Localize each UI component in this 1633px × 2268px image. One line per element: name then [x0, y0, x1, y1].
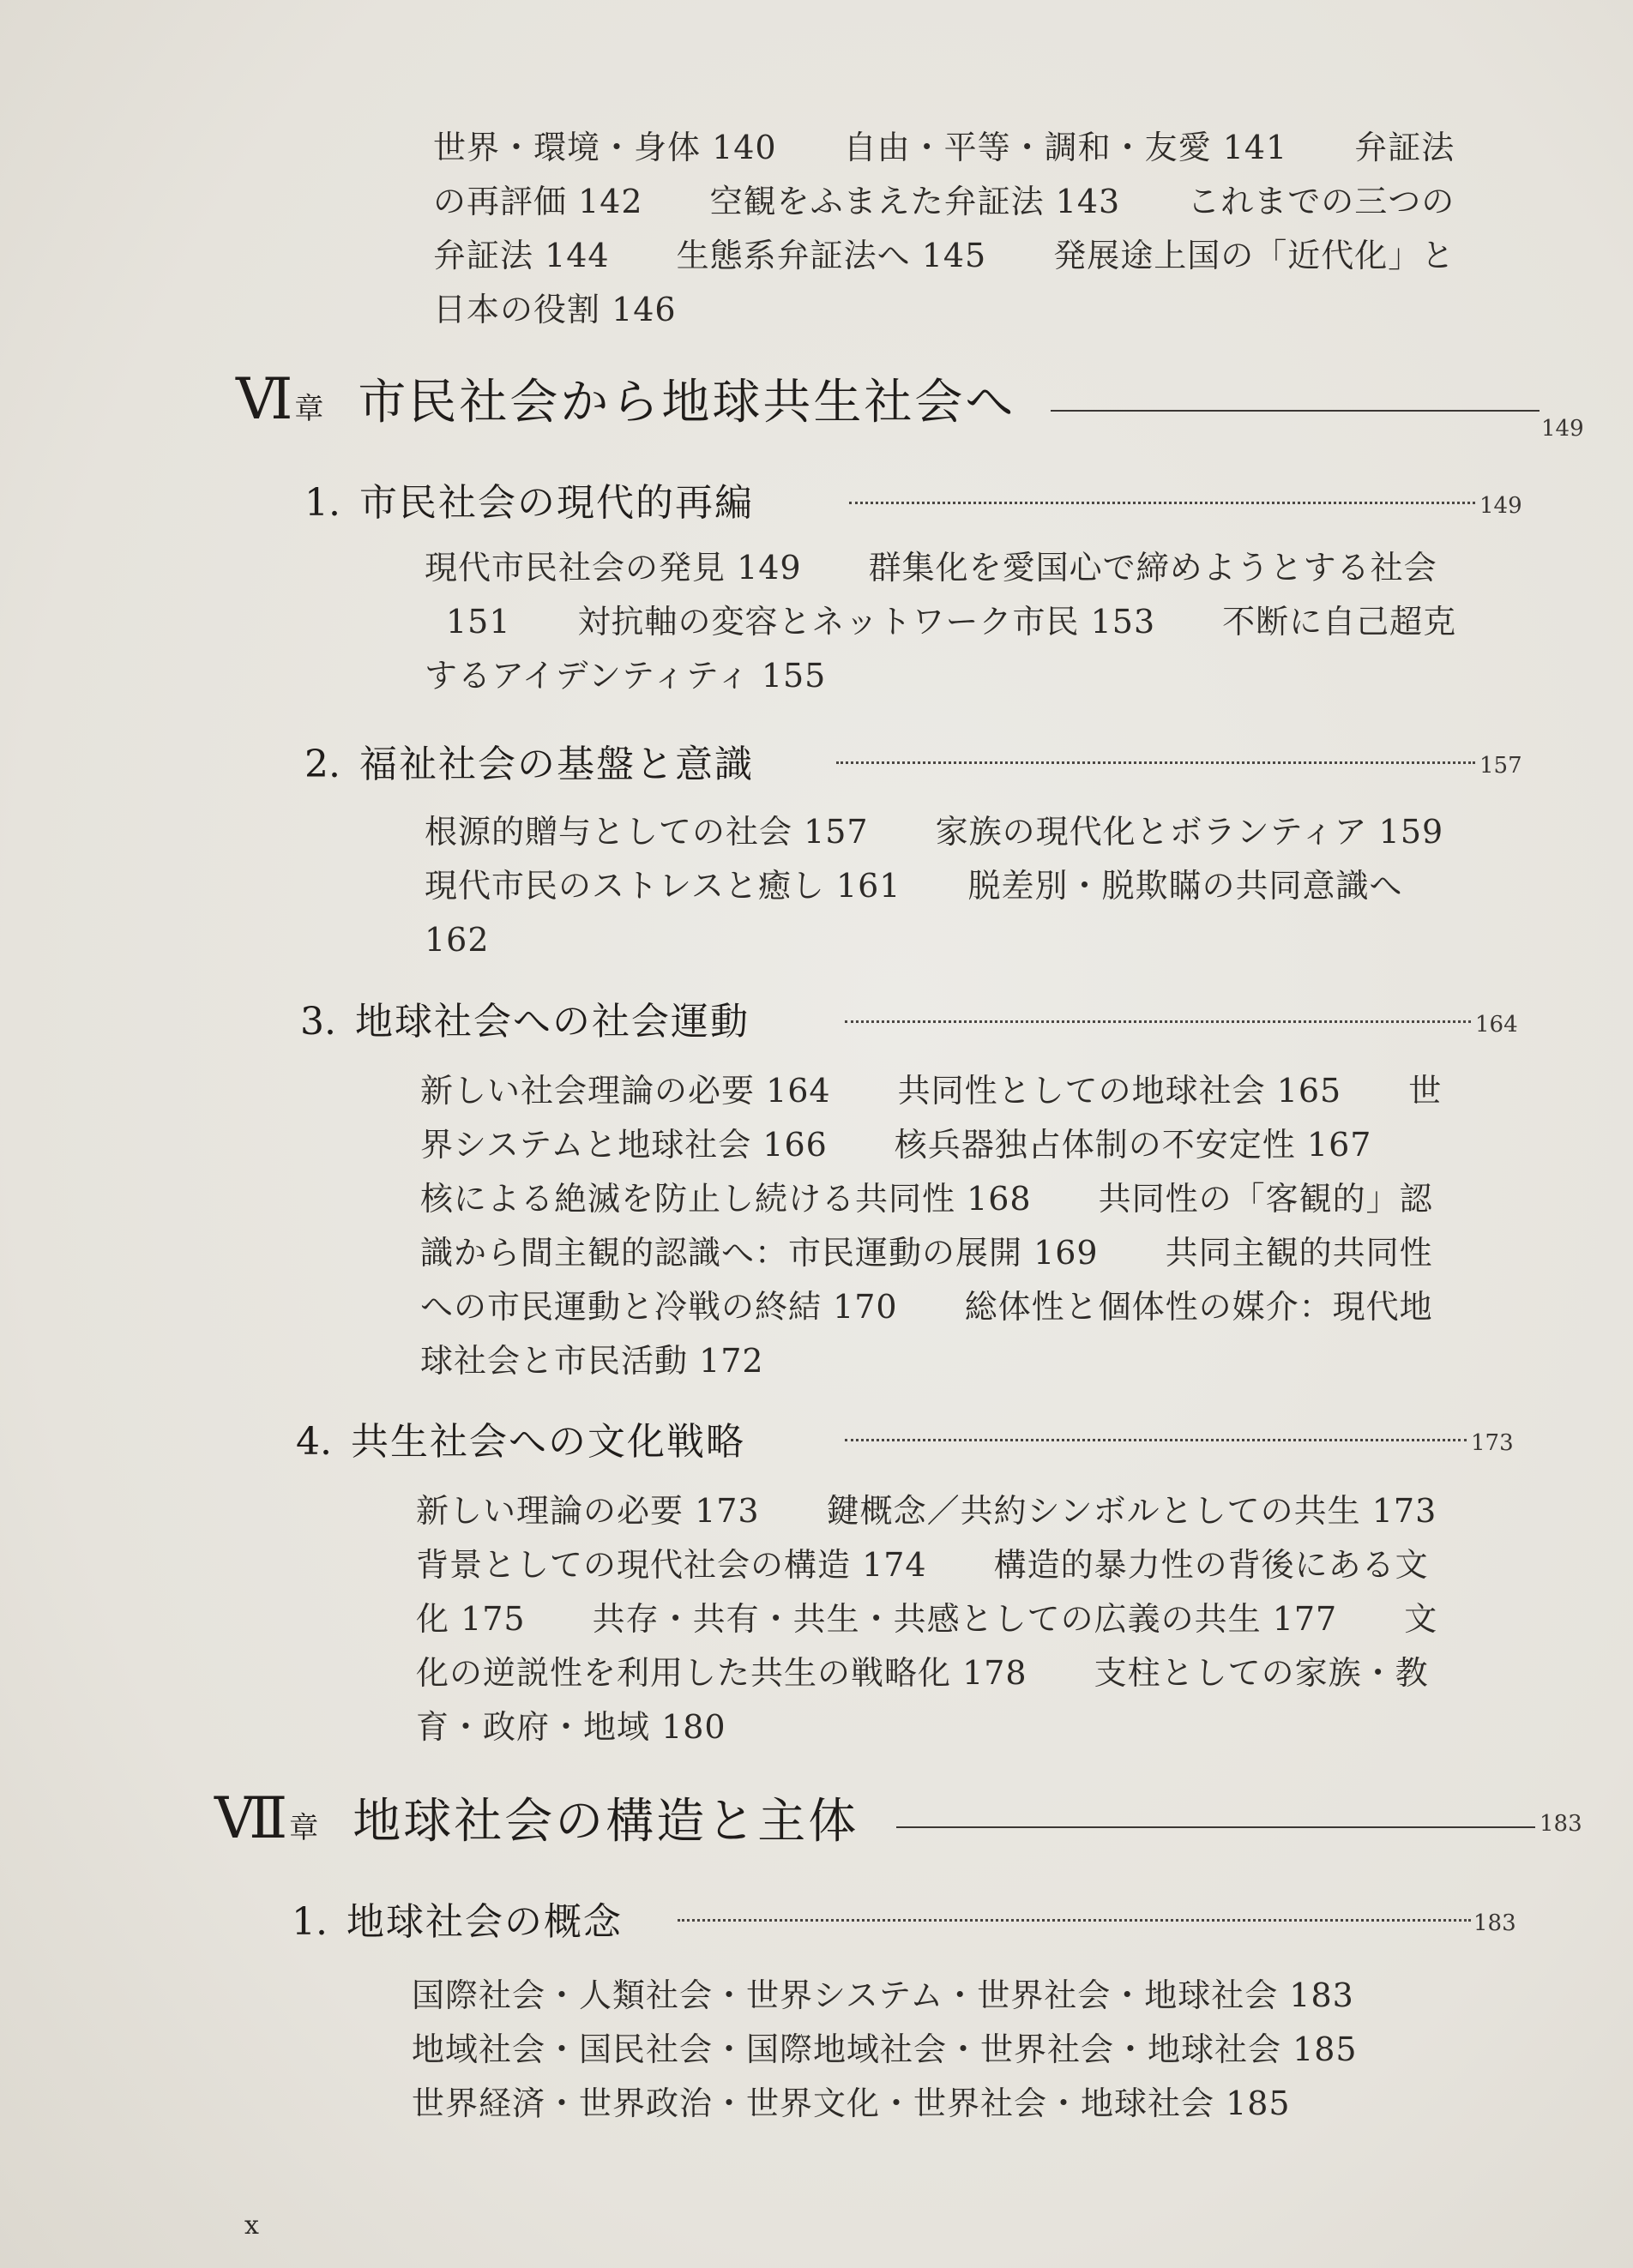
entry-line: 現代市民のストレスと癒し 161 脱差別・脱欺瞞の共同意識へ [425, 867, 1403, 905]
section-number: 3. [300, 1000, 336, 1044]
entry-line: 新しい社会理論の必要 164 共同性としての地球社会 165 世 [420, 1072, 1443, 1110]
section-title: 共生社会への文化戦略 [350, 1420, 745, 1464]
section-page-number: 183 [1473, 1910, 1516, 1936]
leader-dots [845, 1439, 1467, 1441]
entry-line: 弁証法 144 生態系弁証法へ 145 発展途上国の「近代化」と [433, 237, 1455, 274]
chapter-page-number: 183 [1540, 1811, 1582, 1837]
section-title: 市民社会の現代的再編 [359, 481, 754, 525]
entry-line: 現代市民社会の発見 149 群集化を愛国心で締めようとする社会 [425, 549, 1437, 587]
entry-line: するアイデンティティ 155 [425, 657, 827, 695]
section-heading [304, 472, 754, 526]
chapter-heading-6 [236, 364, 1015, 433]
entry-line: 日本の役割 146 [433, 291, 677, 328]
section-page-number: 157 [1479, 753, 1522, 779]
chapter-rule [896, 1826, 1535, 1828]
leader-dots [678, 1919, 1471, 1922]
entry-line: 国際社会・人類社会・世界システム・世界社会・地球社会 183 [412, 1976, 1354, 2014]
chapter-number: Ⅵ [236, 366, 290, 432]
section-page-number: 164 [1475, 1012, 1518, 1038]
entry-line: 界システムと地球社会 166 核兵器独占体制の不安定性 167 [420, 1126, 1372, 1164]
section-number: 1. [292, 1900, 328, 1944]
entry-line: 背景としての現代社会の構造 174 構造的暴力性の背後にある文 [416, 1546, 1429, 1584]
chapter-number: Ⅶ [214, 1785, 285, 1851]
section-title: 福祉社会の基盤と意識 [359, 743, 754, 786]
section-title: 地球社会の概念 [346, 1900, 623, 1944]
chapter-suffix: 章 [294, 392, 324, 426]
entry-line: の再評価 142 空観をふまえた弁証法 143 これまでの三つの [433, 183, 1455, 220]
chapter-heading-7 [214, 1784, 859, 1852]
entry-line: 化の逆説性を利用した共生の戦略化 178 支柱としての家族・教 [416, 1654, 1429, 1692]
chapter-suffix: 章 [289, 1811, 319, 1845]
leader-dots [836, 761, 1475, 764]
chapter-title: 市民社会から地球共生社会へ [358, 375, 1016, 430]
section-heading [292, 1891, 623, 1946]
entry-line: への市民運動と冷戦の終結 170 総体性と個体性の媒介：現代地 [420, 1288, 1433, 1326]
entry-line: 根源的贈与としての社会 157 家族の現代化とボランティア 159 [425, 813, 1444, 851]
section-title: 地球社会への社会運動 [354, 1000, 750, 1044]
section-heading [300, 990, 750, 1045]
chapter-rule [1051, 410, 1540, 412]
entry-line: 新しい理論の必要 173 鍵概念／共約シンボルとしての共生 173 [416, 1492, 1437, 1530]
leader-dots [845, 1020, 1471, 1023]
entry-line: 151 対抗軸の変容とネットワーク市民 153 不断に自己超克 [446, 603, 1457, 641]
entry-line: 球社会と市民活動 172 [420, 1342, 764, 1380]
section-number: 4. [296, 1420, 332, 1464]
entry-line: 化 175 共存・共有・共生・共感としての広義の共生 177 文 [416, 1600, 1438, 1638]
chapter-title: 地球社会の構造と主体 [353, 1794, 859, 1850]
section-page-number: 173 [1471, 1430, 1514, 1456]
leader-dots [849, 502, 1475, 504]
section-number: 1. [304, 481, 340, 525]
entry-line: 世界・環境・身体 140 自由・平等・調和・友愛 141 弁証法 [433, 129, 1455, 166]
section-heading [304, 733, 754, 788]
entry-line: 育・政府・地域 180 [416, 1708, 726, 1746]
entry-line: 162 [425, 921, 490, 959]
section-number: 2. [304, 743, 340, 786]
entry-line: 識から間主観的認識へ：市民運動の展開 169 共同主観的共同性 [420, 1234, 1433, 1272]
section-page-number: 149 [1479, 493, 1522, 519]
page-folio: x [244, 2211, 259, 2241]
entry-line: 地域社会・国民社会・国際地域社会・世界社会・地球社会 185 [412, 2030, 1358, 2068]
chapter-page-number: 149 [1541, 416, 1584, 442]
entry-line: 核による絶滅を防止し続ける共同性 168 共同性の「客観的」認 [420, 1180, 1433, 1218]
entry-line: 世界経済・世界政治・世界文化・世界社会・地球社会 185 [412, 2085, 1291, 2122]
section-heading [296, 1411, 745, 1465]
